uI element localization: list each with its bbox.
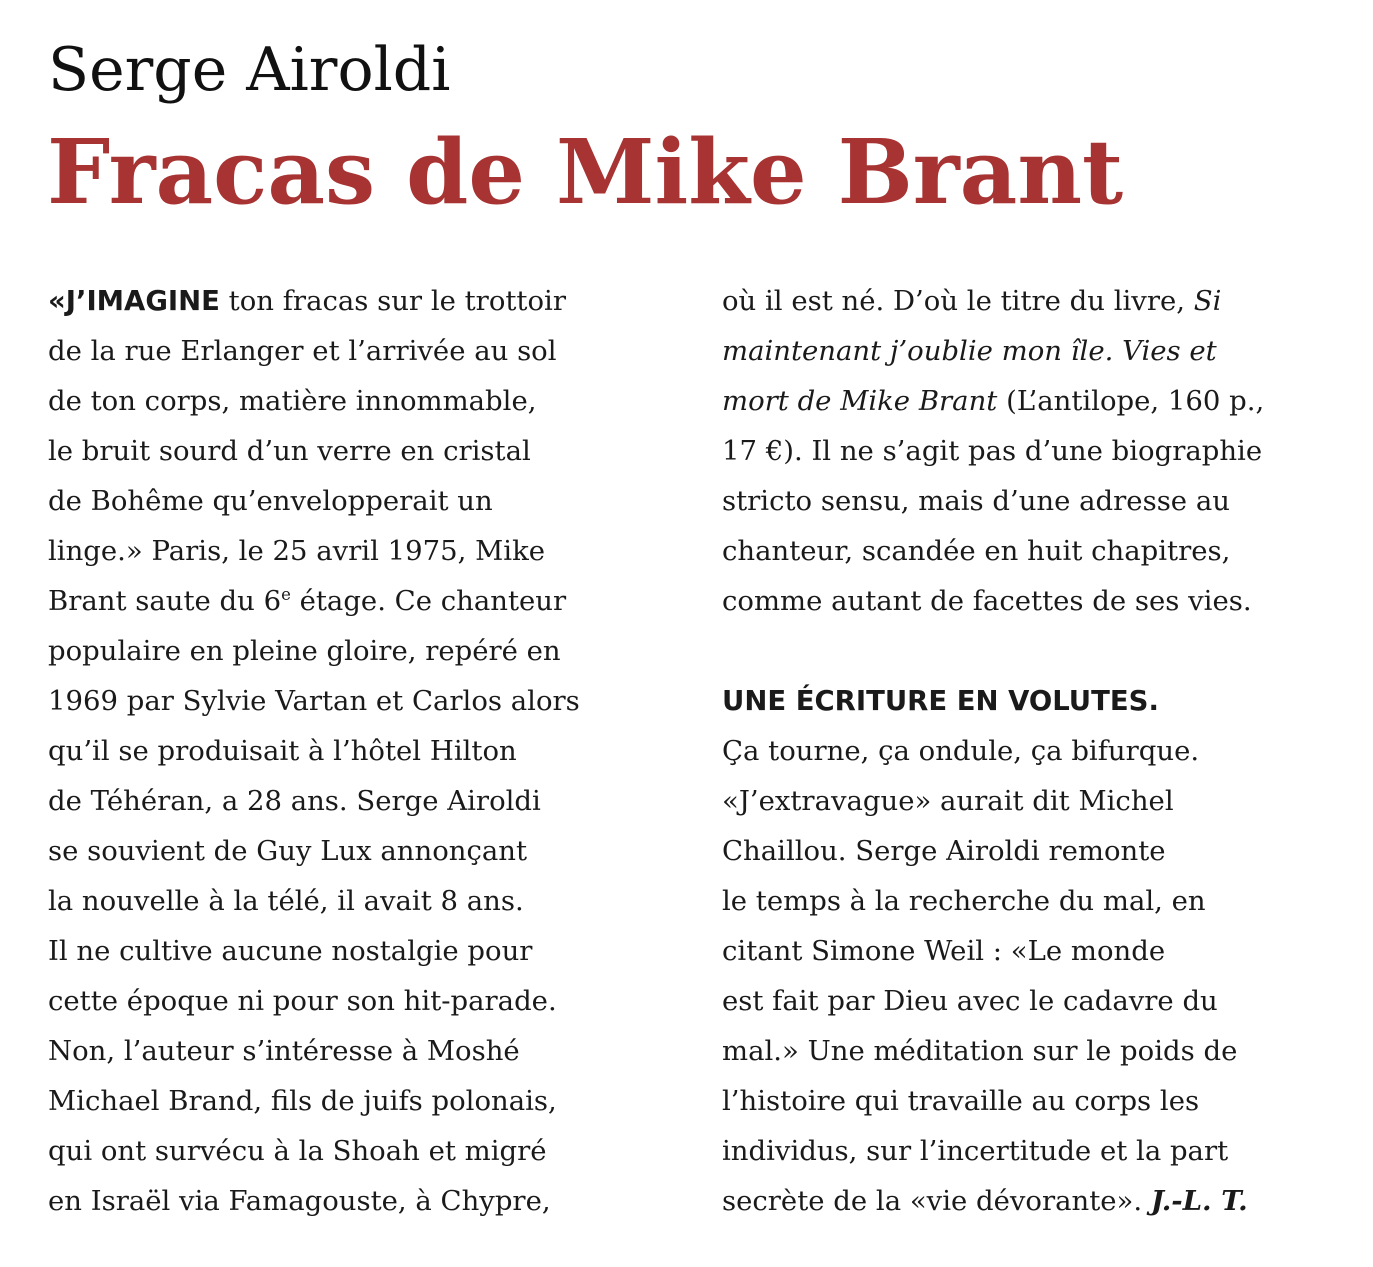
- body-line: populaire en pleine gloire, repéré en: [48, 635, 561, 667]
- body-line: «J’extravague» aurait dit Michel: [722, 785, 1174, 817]
- body-line: 1969 par Sylvie Vartan et Carlos alors: [48, 685, 580, 717]
- body-line: mal.» Une méditation sur le poids de: [722, 1035, 1238, 1067]
- body-line: Chaillou. Serge Airoldi remonte: [722, 835, 1166, 867]
- body-line: Ça tourne, ça ondule, ça bifurque.: [722, 735, 1200, 767]
- body-line: Michael Brand, fils de juifs polonais,: [48, 1085, 557, 1117]
- body-line: [722, 1176, 1362, 1226]
- body-line: [722, 276, 1362, 326]
- paragraph-spacer: [722, 626, 1362, 676]
- body-text: secrète de la «vie dévorante».: [722, 1185, 1151, 1217]
- left-column: [48, 276, 688, 1226]
- body-line: Il ne cultive aucune nostalgie pour: [48, 935, 533, 967]
- body-line: 17 €). Il ne s’agit pas d’une biographie: [722, 435, 1263, 467]
- body-line: se souvient de Guy Lux annonçant: [48, 835, 528, 867]
- body-line: de Téhéran, a 28 ans. Serge Airoldi: [48, 785, 541, 817]
- body-line: stricto sensu, mais d’une adresse au: [722, 485, 1230, 517]
- body-line: en Israël via Famagouste, à Chypre,: [48, 1185, 551, 1217]
- body-line: le bruit sourd d’un verre en cristal: [48, 435, 531, 467]
- book-title-italic: Si: [1193, 285, 1222, 317]
- body-line: linge.» Paris, le 25 avril 1975, Mike: [48, 535, 546, 567]
- right-column: [722, 276, 1362, 1226]
- body-text: Brant saute du 6: [48, 585, 282, 617]
- body-line: qui ont survécu à la Shoah et migré: [48, 1135, 547, 1167]
- body-text: ton fracas sur le trottoir: [219, 285, 566, 317]
- body-line: chanteur, scandée en huit chapitres,: [722, 535, 1231, 567]
- author-signature: J.-L. T.: [1150, 1185, 1248, 1217]
- body-text: (L’antilope, 160 p.,: [997, 385, 1265, 417]
- body-line: [48, 576, 688, 626]
- body-line: [722, 376, 1362, 426]
- body-line: le temps à la recherche du mal, en: [722, 885, 1206, 917]
- book-title-italic: mort de Mike Brant: [722, 385, 998, 417]
- body-line: citant Simone Weil : «Le monde: [722, 935, 1166, 967]
- section-subhead: UNE ÉCRITURE EN VOLUTES.: [722, 685, 1159, 717]
- body-line: individus, sur l’incertitude et la part: [722, 1135, 1229, 1167]
- body-line: qu’il se produisait à l’hôtel Hilton: [48, 735, 517, 767]
- body-text: étage. Ce chanteur: [290, 585, 567, 617]
- book-title-italic: maintenant j’oublie mon île. Vies et: [722, 335, 1217, 367]
- body-line: cette époque ni pour son hit-parade.: [48, 985, 557, 1017]
- body-line: la nouvelle à la télé, il avait 8 ans.: [48, 885, 524, 917]
- article-title: Fracas de Mike Brant: [47, 119, 1124, 224]
- body-text: où il est né. D’où le titre du livre,: [722, 285, 1194, 317]
- body-line: [48, 276, 688, 326]
- body-line: de ton corps, matière innommable,: [48, 385, 537, 417]
- author-name: Serge Airoldi: [48, 35, 451, 105]
- body-line: Non, l’auteur s’intéresse à Moshé: [48, 1035, 520, 1067]
- body-line: l’histoire qui travaille au corps les: [722, 1085, 1200, 1117]
- body-line: de Bohême qu’envelopperait un: [48, 485, 493, 517]
- body-line: comme autant de facettes de ses vies.: [722, 585, 1252, 617]
- body-line: est fait par Dieu avec le cadavre du: [722, 985, 1218, 1017]
- body-line: de la rue Erlanger et l’arrivée au sol: [48, 335, 557, 367]
- lead-word: «J’IMAGINE: [48, 285, 220, 317]
- superscript: e: [281, 585, 291, 605]
- body-line: [722, 326, 1362, 376]
